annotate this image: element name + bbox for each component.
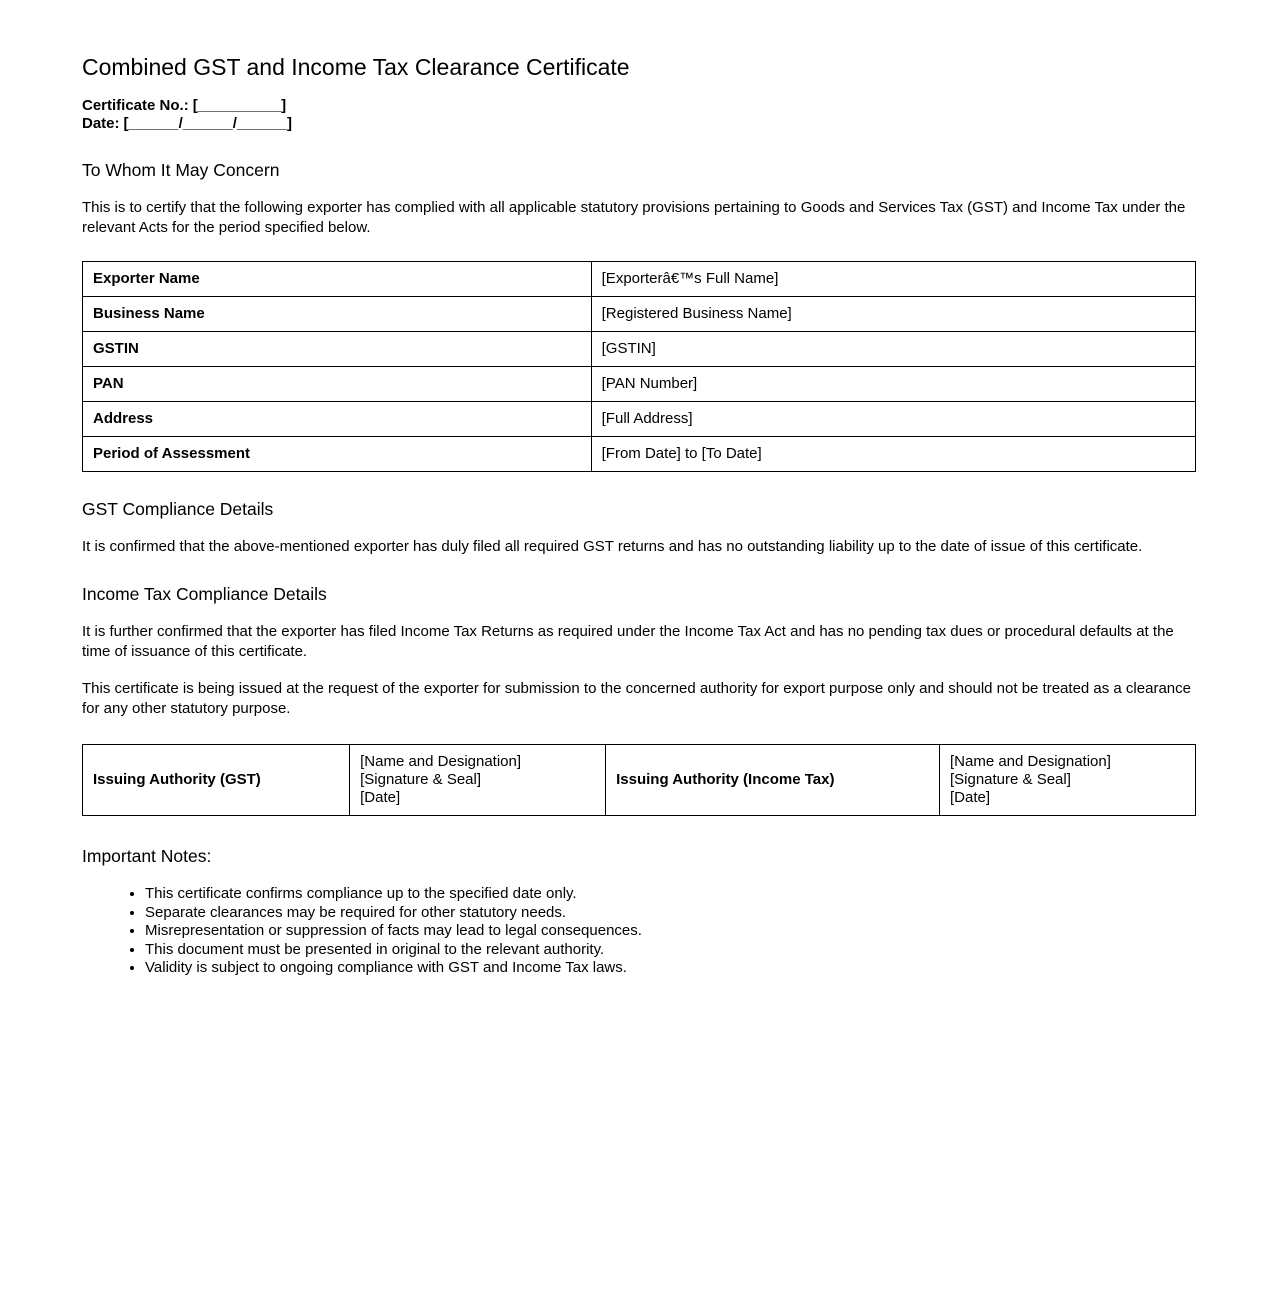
certificate-meta: [82, 97, 1196, 133]
income-tax-compliance-heading: Income Tax Compliance Details: [82, 584, 327, 604]
exporter-details-table: [82, 261, 1196, 472]
table-row: [83, 297, 1196, 332]
row-label: PAN: [83, 367, 592, 402]
table-row: [83, 262, 1196, 297]
row-label: Business Name: [83, 297, 592, 332]
row-label: Address: [83, 402, 592, 437]
important-notes-heading: Important Notes:: [82, 846, 212, 866]
list-item: • Separate clearances may be required for other statutory needs.: [145, 904, 1196, 923]
date-blank: [______/______/______]: [123, 115, 293, 132]
list-item: • Misrepresentation or suppression of facts may lead to legal consequences.: [145, 922, 1196, 941]
table-row: [83, 745, 1196, 816]
salutation-heading: To Whom It May Concern: [82, 160, 280, 180]
table-row: [83, 437, 1196, 472]
date-line: [82, 115, 1196, 133]
row-label: Period of Assessment: [83, 437, 592, 472]
row-label: GSTIN: [83, 332, 592, 367]
table-row: [83, 332, 1196, 367]
income-tax-authority-label: Issuing Authority (Income Tax): [606, 745, 940, 816]
row-value: [Full Address]: [591, 402, 1195, 437]
signature-line: [Name and Designation]: [360, 753, 522, 770]
certificate-no-blank: [__________]: [192, 97, 287, 114]
list-item: • Validity is subject to ongoing compliance with GST and Income Tax laws.: [145, 959, 1196, 978]
page-title: Combined GST and Income Tax Clearance Certificate: [82, 54, 630, 80]
date-label: Date:: [82, 115, 120, 132]
important-notes-list: [82, 885, 1196, 978]
gst-compliance-paragraph: It is confirmed that the above-mentioned exporter has duly filed all required GST returns and has no outstanding liability up to the date of issue of this certificate.: [82, 538, 1143, 555]
signature-line: [Signature & Seal]: [949, 771, 1071, 788]
row-value: [From Date] to [To Date]: [591, 437, 1195, 472]
signature-line: [Name and Designation]: [949, 753, 1111, 770]
list-item: • This certificate confirms compliance up to the specified date only.: [145, 885, 1196, 904]
row-value: [Exporterâ€™s Full Name]: [591, 262, 1195, 297]
income-tax-compliance-paragraph: It is further confirmed that the exporter has filed Income Tax Returns as required under the Income Tax Act and has no pending tax dues or procedural defaults at the time of issuance of this certificate.: [82, 623, 1174, 660]
signature-line: [Date]: [949, 789, 991, 806]
signature-line: [Date]: [360, 789, 401, 806]
table-row: [83, 367, 1196, 402]
row-label: Exporter Name: [83, 262, 592, 297]
certificate-no-line: [82, 97, 1196, 115]
gst-authority-label: Issuing Authority (GST): [83, 745, 350, 816]
table-row: [83, 402, 1196, 437]
row-value: [Registered Business Name]: [591, 297, 1195, 332]
certificate-no-label: Certificate No.:: [82, 97, 189, 114]
signature-line: [Signature & Seal]: [360, 771, 482, 788]
purpose-paragraph: This certificate is being issued at the request of the exporter for submission to the concerned authority for export purpose only and should not be treated as a clearance for any other statutory purpose.: [82, 680, 1191, 717]
gst-compliance-heading: GST Compliance Details: [82, 499, 274, 519]
issuing-authority-table: [82, 744, 1196, 816]
income-tax-authority-signature-cell: [939, 745, 1195, 816]
intro-paragraph: This is to certify that the following exporter has complied with all applicable statutory provisions pertaining to Goods and Services Tax (GST) and Income Tax under the relevant Acts for the period specified below.: [82, 199, 1186, 236]
row-value: [GSTIN]: [591, 332, 1195, 367]
gst-authority-signature-cell: [350, 745, 606, 816]
row-value: [PAN Number]: [591, 367, 1195, 402]
list-item: • This document must be presented in original to the relevant authority.: [145, 941, 1196, 960]
